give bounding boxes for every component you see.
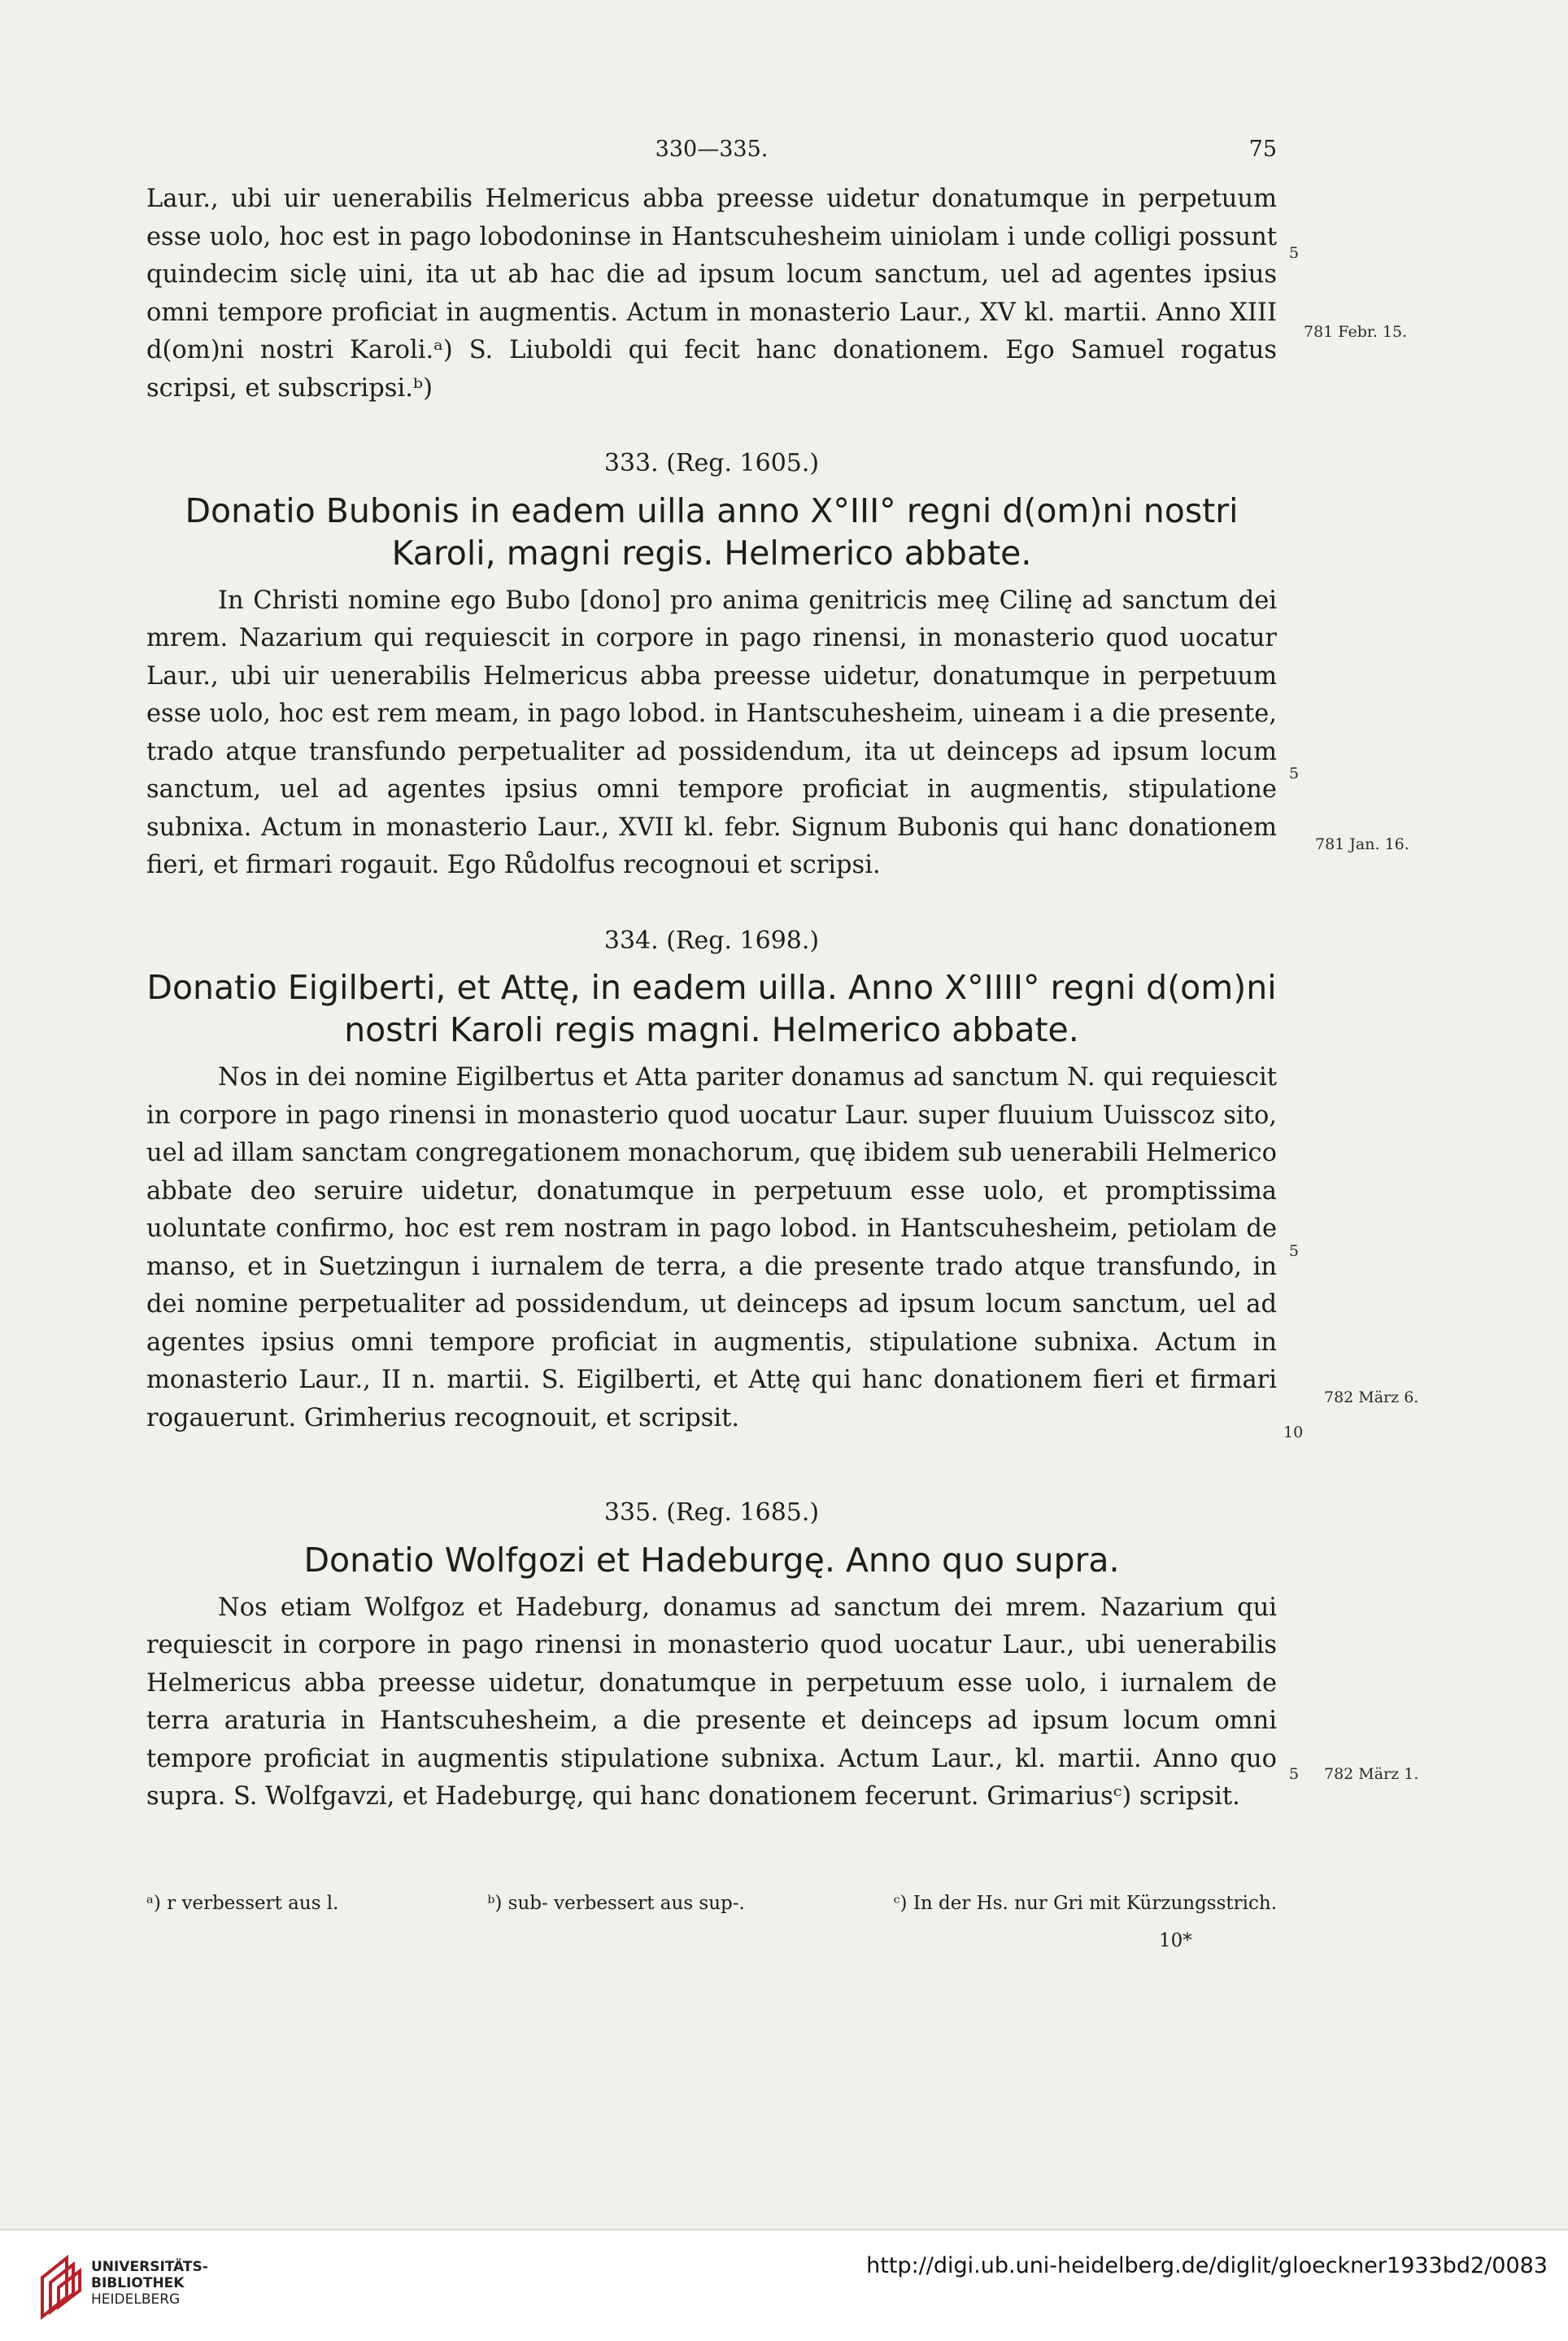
intro-paragraph: Laur., ubi uir uenerabilis Helmericus abba preesse uidetur donatumque in perpetuum esse uolo, hoc est in pago lobodoninse in Hantscuhesheim uiniolam i unde colligi possunt quindecim siclę uini, ita ut ab hac die ad ipsum locum sanctum, uel ad agentes ipsius omni tempore proficiat in augmentis. Actum in monasterio Laur., XV kl. martii. Anno XIII d(om)ni nostri Karoli.ᵃ) S. Liuboldi qui fecit hanc donationem. Ego Samuel rogatus scripsi, et subscripsi.ᵇ) [146, 185, 1277, 403]
library-name-line: HEIDELBERG [91, 2291, 181, 2308]
document-title-line: Donatio Eigilberti, et Attę, in eadem uilla. Anno X°IIII° regni d(om)ni [146, 968, 1277, 1007]
line-number: 5 [1289, 1765, 1300, 1783]
document-333 [146, 445, 1277, 885]
document-number: 334. (Reg. 1698.) [603, 926, 820, 955]
line-number: 5 [1289, 1242, 1300, 1260]
document-title [146, 966, 1277, 1051]
document-title [146, 490, 1277, 574]
document-335 [146, 1494, 1277, 1816]
line-number: 5 [1289, 244, 1300, 262]
source-url[interactable]: http://digi.ub.uni-heidelberg.de/diglit/gloeckner1933bd2/0083 [866, 2253, 1548, 2278]
document-title-line: Donatio Wolfgozi et Hadeburgę. Anno quo supra. [303, 1540, 1120, 1580]
library-name-line: BIBLIOTHEK [91, 2275, 185, 2291]
footnote: ᵃ) r verbessert aus l. [146, 1893, 339, 1914]
document-text: Nos etiam Wolfgoz et Hadeburg, donamus ad sanctum dei mrem. Nazarium qui requiescit in corpore in pago rinensi in monasterio quod uocatur Laur., ubi uenerabilis Helmericus abba preesse uidetur, donatumque in perpetuum esse uolo, i iurnalem de terra araturia in Hantscuhesheim, a die presente et deinceps ad ipsum locum omni tempore proficiat in augmentis stipulatione subnixa. Actum Laur., kl. martii. Anno quo supra. S. Wolfgavzi, et Hadeburgę, qui hanc donationem fecerunt. Grimariusᶜ) scripsit. [146, 1593, 1277, 1811]
digitization-footer [0, 2229, 1568, 2341]
library-logo-icon [34, 2253, 85, 2320]
line-number: 10 [1283, 1423, 1304, 1441]
document-range: 330—335. [655, 137, 769, 162]
footnote: ᵇ) sub- verbessert aus sup-. [487, 1893, 745, 1914]
running-header [146, 137, 1277, 172]
document-title-line: Donatio Bubonis in eadem uilla anno X°III° regni d(om)ni nostri [185, 490, 1239, 530]
line-number: 5 [1289, 765, 1300, 783]
document-title [146, 1539, 1277, 1581]
document-title-line: Karoli, magni regis. Helmerico abbate. [391, 533, 1032, 573]
footnote: ᶜ) In der Hs. nur Gri mit Kürzungsstrich. [893, 1893, 1277, 1914]
library-name [91, 2259, 208, 2308]
margin-date-note: 782 März 1. [1324, 1765, 1419, 1783]
page-number: 75 [1248, 137, 1277, 162]
document-number: 333. (Reg. 1605.) [603, 449, 820, 477]
signature-mark: 10* [1159, 1930, 1192, 1951]
document-334 [146, 922, 1277, 1438]
footnotes [146, 1893, 1277, 1914]
document-number: 335. (Reg. 1685.) [603, 1498, 820, 1527]
margin-date-note: 781 Jan. 16. [1315, 835, 1409, 853]
margin-date-note: 782 März 6. [1324, 1388, 1419, 1406]
margin-date-note: 781 Febr. 15. [1304, 323, 1408, 341]
main-text [146, 181, 1277, 1816]
library-name-line: UNIVERSITÄTS- [91, 2259, 208, 2275]
document-text: In Christi nomine ego Bubo [dono] pro anima genitricis meę Cilinę ad sanctum dei mrem. Nazarium qui requiescit in corpore in pago rinensi, in monasterio quod uocatur Laur., ubi uir uenerabilis Helmericus abba preesse uidetur, donatumque in perpetuum esse uolo, hoc est rem meam, in pago lobod. in Hantscuhesheim, uineam i a die presente, trado atque transfundo perpetualiter ad possidendum, ita ut deinceps ad ipsum locum sanctum, uel ad agentes ipsius omni tempore proficiat in augmentis, stipulatione subnixa. Actum in monasterio Laur., XVII kl. febr. Signum Bubonis qui hanc donationem fieri, et firmari rogauit. Ego Růdolfus recognoui et scripsi. [146, 586, 1277, 879]
document-text: Nos in dei nomine Eigilbertus et Atta pariter donamus ad sanctum N. qui requiescit in corpore in pago rinensi in monasterio quod uocatur Laur. super fluuium Uuisscoz sito, uel ad illam sanctam congregationem monachorum, quę ibidem sub uenerabili Helmerico abbate deo seruire uidetur, donatumque in perpetuum esse uolo, et promptissima uoluntate confirmo, hoc est rem nostram in pago lobod. in Hantscuhesheim, petiolam de manso, et in Suetzingun i iurnalem de terra, a die presente trado atque transfundo, in dei nomine perpetualiter ad possidendum, ut deinceps ad ipsum locum sanctum, uel ad agentes ipsius omni tempore proficiat in augmentis, stipulatione subnixa. Actum in monasterio Laur., II n. martii. S. Eigilberti, et Attę qui hanc donationem fieri et firmari rogauerunt. Grimherius recognouit, et scripsit. [146, 1063, 1277, 1432]
document-title-line: nostri Karoli regis magni. Helmerico abbate. [344, 1010, 1079, 1049]
